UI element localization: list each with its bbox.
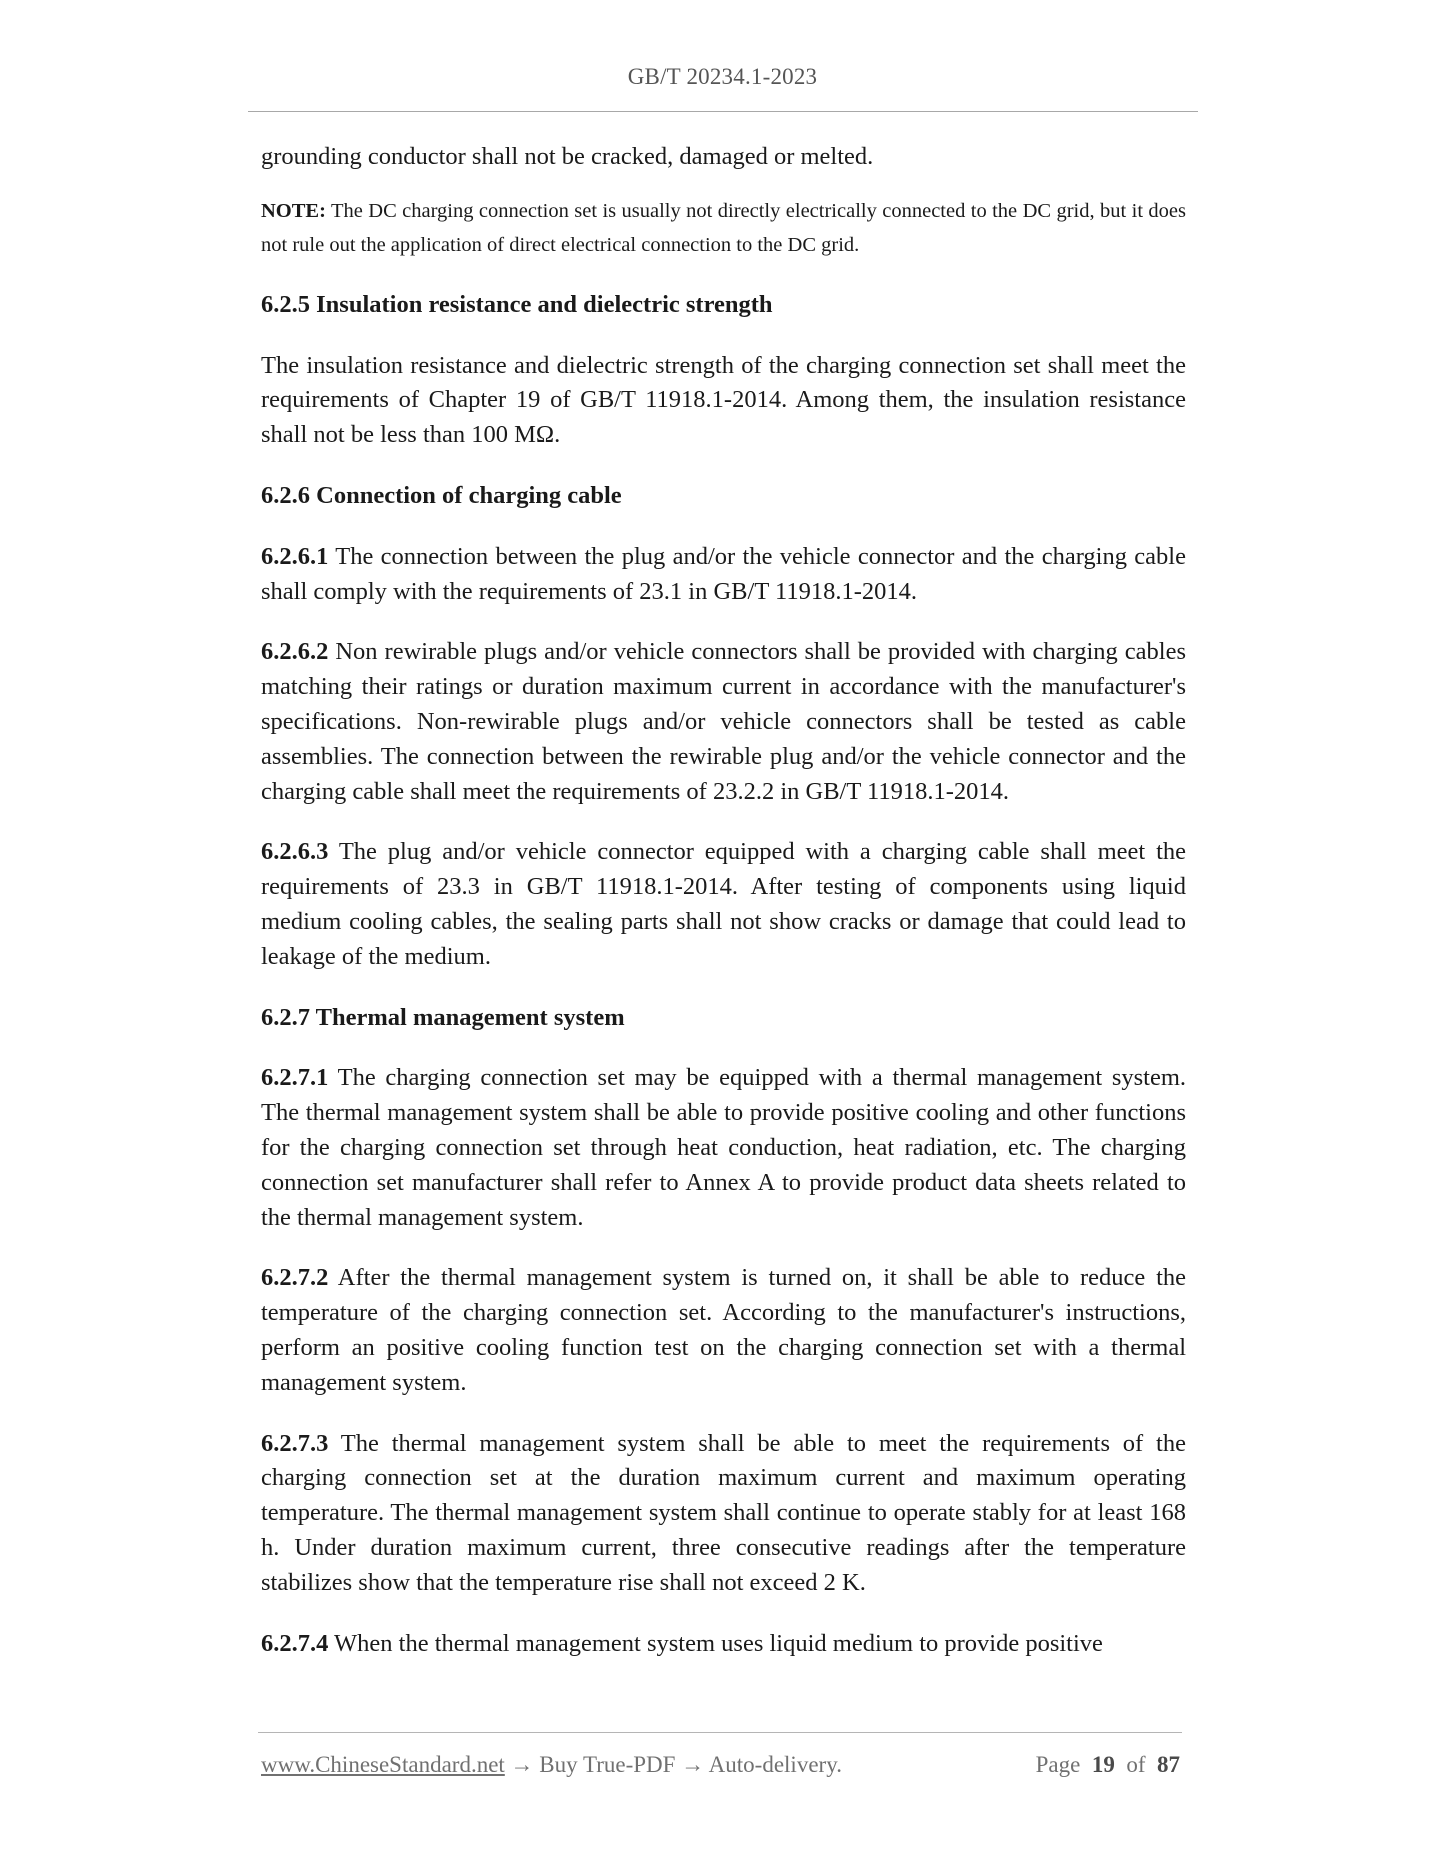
auto-delivery-text: Auto-delivery. [708, 1752, 842, 1777]
note-paragraph [261, 194, 1186, 262]
heading-6-2-5: 6.2.5 Insulation resistance and dielectric strength [261, 290, 773, 318]
clause-number: 6.2.7.2 [261, 1264, 329, 1292]
page-header-title: GB/T 20234.1-2023 [627, 64, 818, 89]
clause-text: The connection between the plug and/or the vehicle connector and the charging cable shall comply with the requirements of 23.1 in GB/T 11918.1-2014. [261, 542, 1186, 605]
clause-number: 6.2.7.4 [261, 1629, 329, 1657]
clause-number: 6.2.6.3 [261, 838, 329, 866]
arrow-icon: → [675, 1752, 709, 1777]
current-page: 19 [1091, 1752, 1115, 1777]
paragraph-6-2-5: The insulation resistance and dielectric strength of the charging connection set shall meet the requirements of Chapter 19 of GB/T 11918.1-2014. Among them, the insulation resistance shall not be less than 100 MΩ. [261, 351, 1186, 449]
header-divider [248, 111, 1198, 112]
arrow-icon: → [504, 1752, 540, 1777]
paragraph-6-2-6-1 [261, 540, 1186, 610]
page-label: Page [1035, 1752, 1081, 1777]
page-footer [261, 1752, 1180, 1784]
note-label: NOTE: [261, 199, 326, 222]
paragraph-6-2-7-2 [261, 1261, 1186, 1400]
paragraph-6-2-6-2 [261, 635, 1186, 809]
heading-6-2-7: 6.2.7 Thermal management system [261, 1003, 625, 1031]
footer-promo [261, 1752, 842, 1778]
website-link[interactable]: www.ChineseStandard.net [261, 1752, 505, 1777]
total-pages: 87 [1157, 1752, 1180, 1777]
clause-number: 6.2.7.3 [261, 1429, 329, 1457]
clause-text: The charging connection set may be equipped with a thermal management system. The thermal management system shall be able to provide positive cooling and other functions for the charging connection set through heat conduction, heat radiation, etc. The charging connection set manufacturer shall refer to Annex A to provide product data sheets related to the thermal management system. [261, 1064, 1186, 1231]
paragraph-6-2-7-1 [261, 1061, 1186, 1235]
footer-divider [258, 1732, 1182, 1733]
clause-number: 6.2.6.1 [261, 542, 329, 570]
clause-text: After the thermal management system is turned on, it shall be able to reduce the temperature of the charging connection set. According to the manufacturer's instructions, perform an positive cooling function test on the charging connection set with a thermal management system. [261, 1264, 1186, 1396]
paragraph-6-2-7-3 [261, 1427, 1186, 1601]
clause-number: 6.2.7.1 [261, 1064, 329, 1092]
of-label: of [1126, 1752, 1146, 1777]
page-number [1036, 1752, 1180, 1778]
note-text: The DC charging connection set is usually not directly electrically connected to the DC grid, but it does not rule out the application of direct electrical connection to the DC grid. [261, 199, 1186, 256]
buy-true-pdf-link[interactable]: Buy True-PDF [539, 1752, 676, 1777]
paragraph-6-2-7-4 [261, 1627, 1186, 1662]
clause-number: 6.2.6.2 [261, 638, 329, 666]
page-body [261, 140, 1186, 1661]
clause-text: The thermal management system shall be able to meet the requirements of the charging connection set at the duration maximum current and maximum operating temperature. The thermal management system shall continue to operate stably for at least 168 h. Under duration maximum current, three consecutive readings after the temperature stabilizes show that the temperature rise shall not exceed 2 K. [261, 1429, 1186, 1596]
clause-text: The plug and/or vehicle connector equipped with a charging cable shall meet the requirements of 23.3 in GB/T 11918.1-2014. After testing of components using liquid medium cooling cables, the sealing parts shall not show cracks or damage that could lead to leakage of the medium. [261, 838, 1186, 970]
paragraph-6-2-6-3 [261, 835, 1186, 974]
clause-text: When the thermal management system uses liquid medium to provide positive [328, 1629, 1103, 1657]
continuation-paragraph: grounding conductor shall not be cracked, damaged or melted. [261, 143, 874, 170]
clause-text: Non rewirable plugs and/or vehicle connectors shall be provided with charging cables matching their ratings or duration maximum current in accordance with the manufacturer's specifications. Non-rewirable plugs and/or vehicle connectors shall be tested as cable assemblies. The connection between the rewirable plug and/or the vehicle connector and the charging cable shall meet the requirements of 23.2.2 in GB/T 11918.1-2014. [261, 638, 1186, 805]
heading-6-2-6: 6.2.6 Connection of charging cable [261, 481, 622, 509]
